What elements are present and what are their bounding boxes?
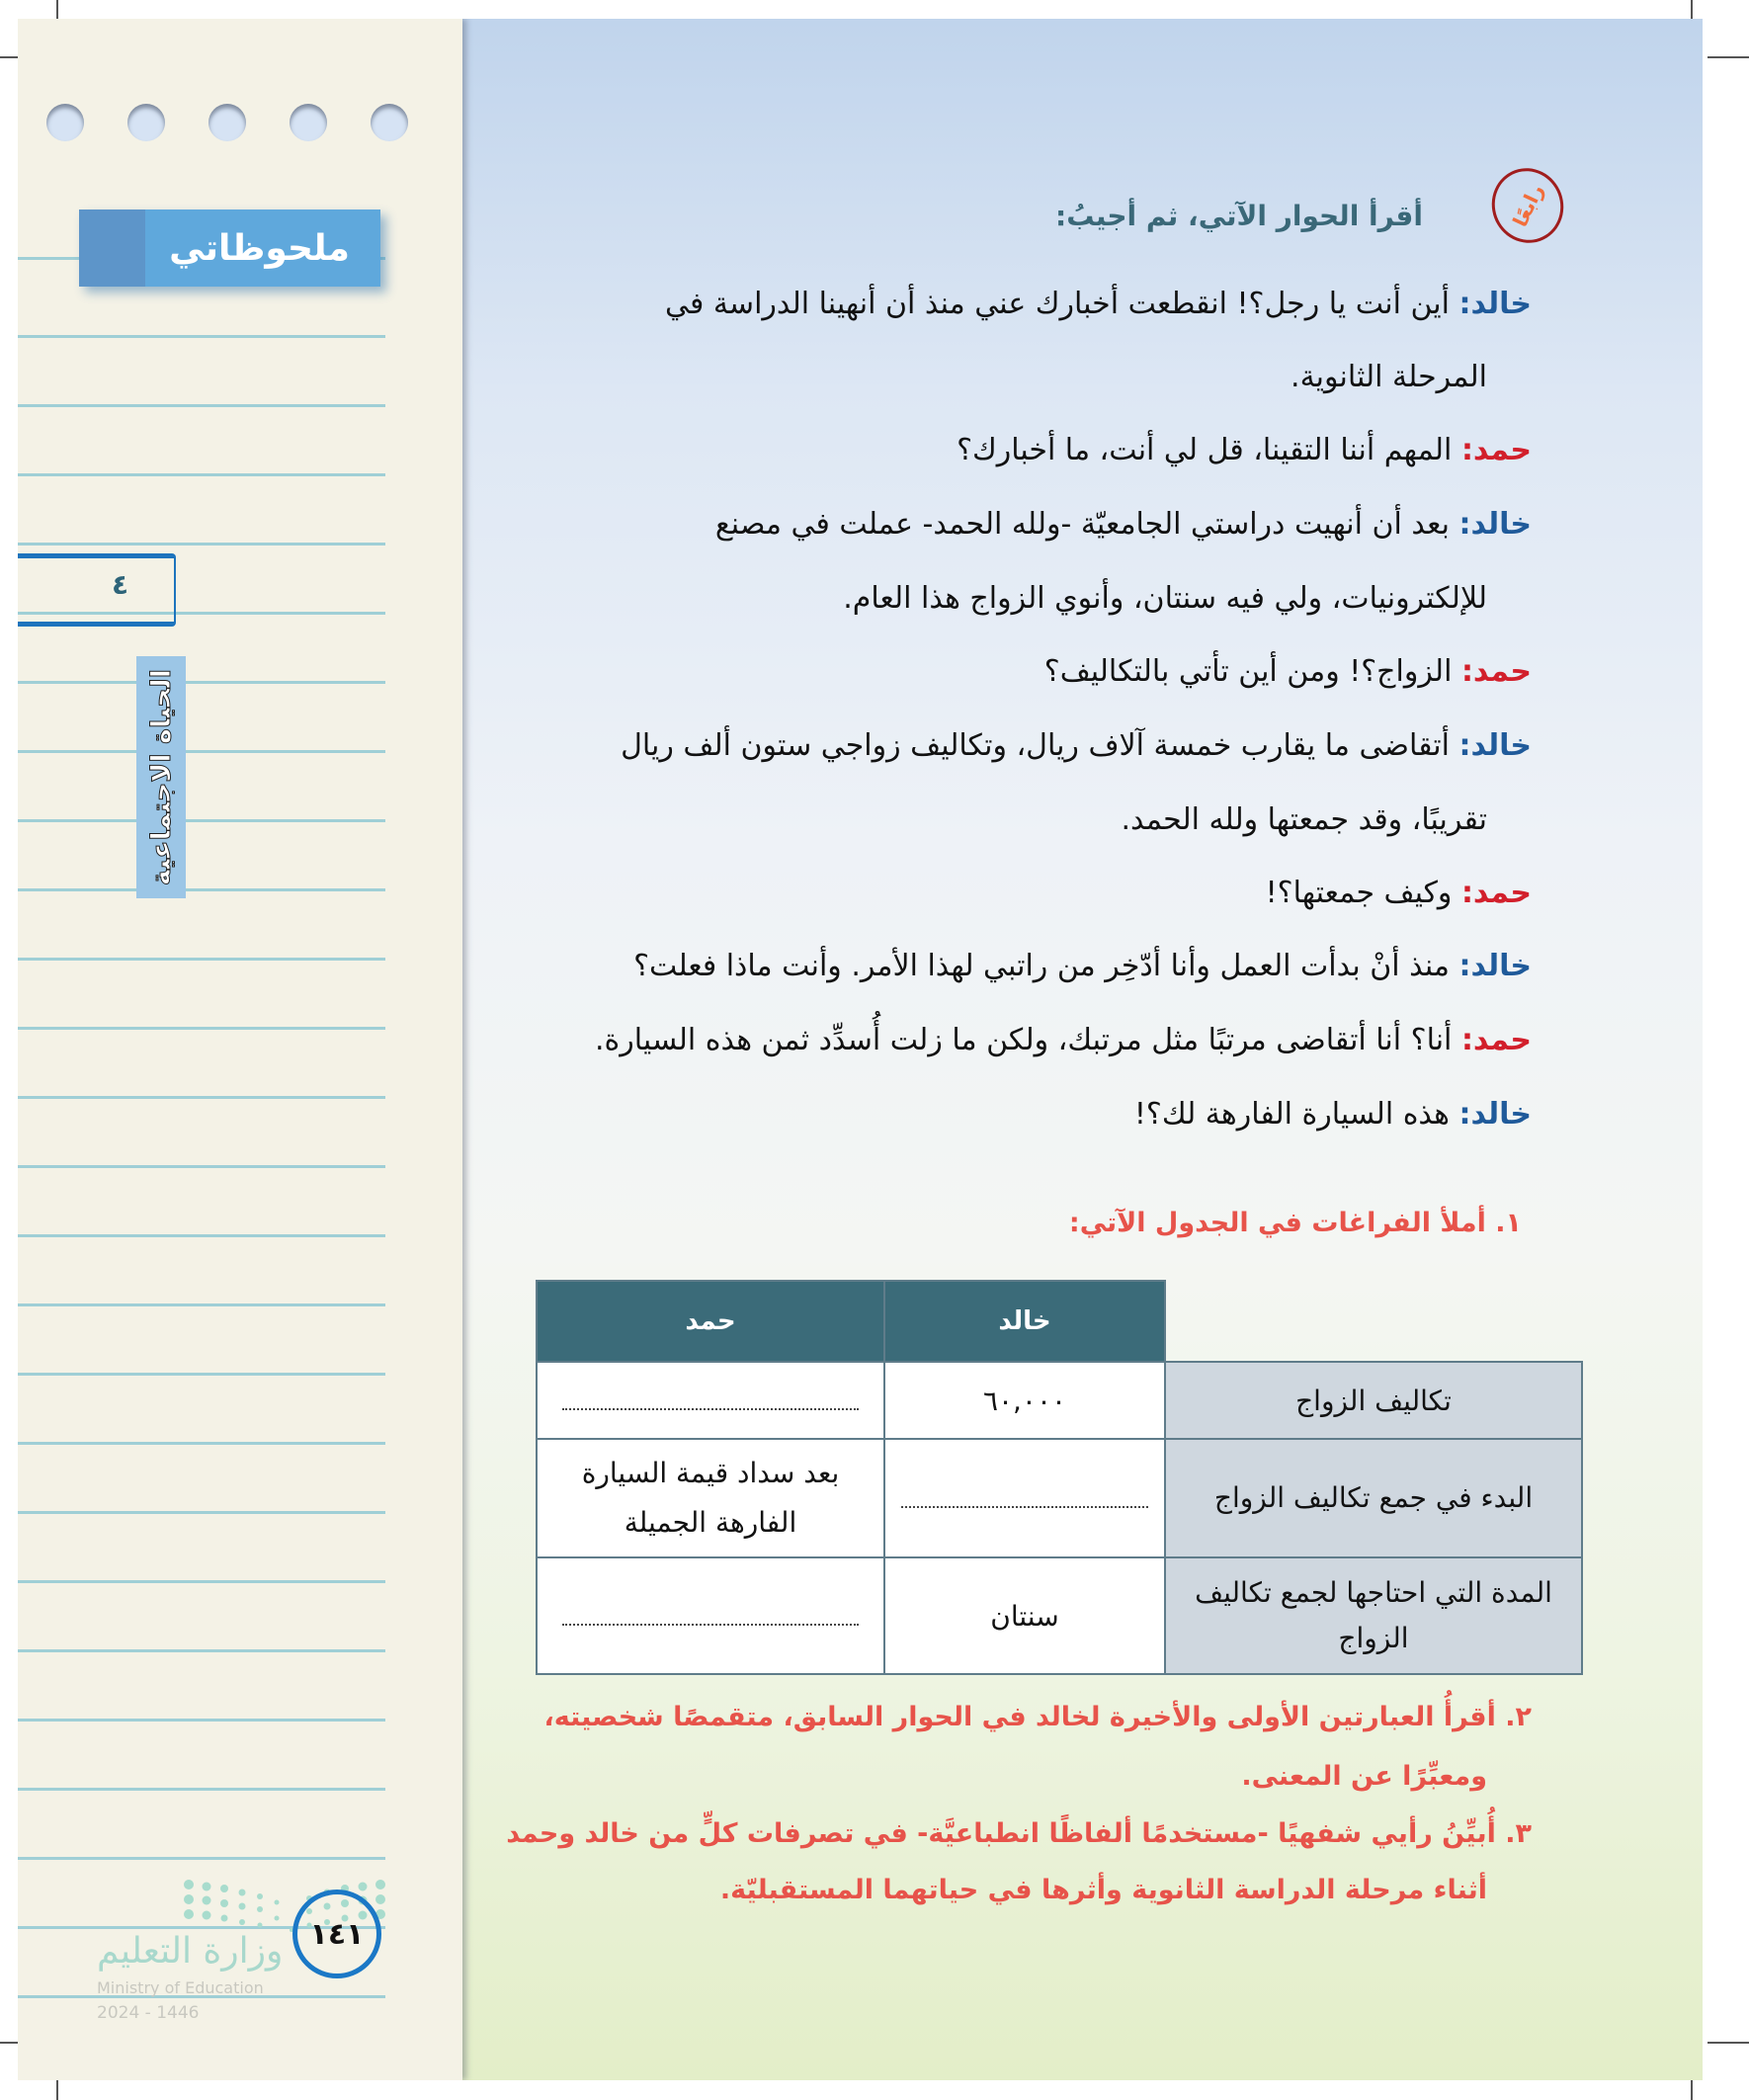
binder-hole-icon [371, 104, 408, 141]
dialogue-line [1044, 654, 1532, 689]
dotted-blank [562, 1404, 859, 1410]
question-3-continued: أثناء مرحلة الدراسة الثانوية وأثرها في حياتهما المستقبليّة. [719, 1875, 1487, 1905]
header-hamad: حمد [537, 1281, 884, 1362]
comparison-table [536, 1280, 1583, 1675]
dialogue-text: المرحلة الثانوية. [1291, 360, 1487, 394]
dialogue-text: وكيف جمعتها؟! [1265, 876, 1461, 910]
dialogue-line [1121, 802, 1487, 837]
notebook-rule [18, 1649, 385, 1652]
unit-number: ٤ [112, 568, 129, 601]
speaker-khaled: خالد: [1458, 287, 1532, 321]
speaker-khaled: خالد: [1458, 728, 1532, 763]
blank-answer-field[interactable] [537, 1362, 884, 1439]
row-label: البدء في جمع تكاليف الزواج [1165, 1439, 1582, 1557]
ministry-name-ar: وزارة التعليم [97, 1931, 284, 1972]
notebook-rule [18, 1442, 385, 1445]
unit-title: الحياة الاجتماعية [145, 668, 177, 886]
table-row [537, 1557, 1582, 1674]
dialogue-line [715, 507, 1532, 542]
notebook-rule [18, 1788, 385, 1791]
dialogue-text: بعد أن أنهيت دراستي الجامعيّة -ولله الحمد- عملت في مصنع [714, 507, 1459, 542]
speaker-hamad: حمد: [1460, 1023, 1532, 1057]
speaker-hamad: حمد: [1460, 433, 1532, 467]
dialogue-text: المهم أننا التقينا، قل لي أنت، ما أخبارك؟ [957, 433, 1461, 467]
notebook-rule [18, 750, 385, 753]
blank-answer-field[interactable] [884, 1439, 1165, 1557]
ministry-name-en: Ministry of Education [97, 1978, 264, 1997]
speaker-khaled: خالد: [1458, 507, 1532, 542]
table-row [537, 1362, 1582, 1439]
dialogue-text: الزواج؟! ومن أين تأتي بالتكاليف؟ [1043, 654, 1461, 689]
notebook-rule [18, 1303, 385, 1306]
dialogue-line [1291, 360, 1487, 394]
notebook-rule [18, 1857, 385, 1860]
notebook-rule [18, 543, 385, 546]
notebook-rule [18, 1580, 385, 1583]
notes-title-tab [79, 210, 380, 287]
notebook-rule [18, 681, 385, 684]
cell-khaled: سنتان [884, 1557, 1165, 1674]
question-1: ١. أملأ الفراغات في الجدول الآتي: [1068, 1208, 1522, 1238]
row-label: المدة التي احتاجها لجمع تكاليف الزواج [1165, 1557, 1582, 1674]
crop-mark [1707, 56, 1749, 58]
blank-answer-field[interactable] [537, 1557, 884, 1674]
notebook-rule [18, 888, 385, 891]
header-empty [1165, 1281, 1582, 1362]
section-instruction: أقرأ الحوار الآتي، ثم أجيبُ: [1055, 200, 1423, 232]
notebook-rule [18, 1027, 385, 1030]
dialogue-text: أين أنت يا رجل؟! انقطعت أخبارك عني منذ أن أنهينا الدراسة في [664, 287, 1459, 321]
notebook-rule [18, 1511, 385, 1514]
dialogue-text: للإلكترونيات، ولي فيه سنتان، وأنوي الزواج هذا العام. [843, 581, 1487, 616]
dialogue-line [957, 433, 1532, 467]
dialogue-text: هذه السيارة الفارهة لك؟! [1133, 1097, 1459, 1132]
crop-mark [1707, 2042, 1749, 2044]
row-label: تكاليف الزواج [1165, 1362, 1582, 1439]
notebook-rule [18, 1096, 385, 1099]
binder-hole-icon [290, 104, 327, 141]
cell-hamad: بعد سداد قيمة السيارة الفارهة الجميلة [537, 1439, 884, 1557]
notebook-rule [18, 1234, 385, 1237]
notebook-rule [18, 404, 385, 407]
notebook-rule [18, 1719, 385, 1722]
speaker-khaled: خالد: [1458, 949, 1532, 983]
dialogue-line [843, 581, 1487, 616]
binder-hole-icon [46, 104, 84, 141]
notebook-rule [18, 473, 385, 476]
unit-number-box [18, 553, 176, 627]
notes-title: ملحوظاتي [169, 227, 350, 269]
notebook-rule [18, 1165, 385, 1168]
notebook-rule [18, 1373, 385, 1376]
notebook-rule [18, 819, 385, 822]
question-2: ٢. أقرأُ العبارتين الأولى والأخيرة لخالد في الحوار السابق، متقمصًا شخصيته، [543, 1702, 1532, 1732]
notes-sidebar [18, 19, 462, 2080]
binder-hole-icon [127, 104, 165, 141]
dialogue-text: أتقاضى ما يقارب خمسة آلاف ريال، وتكاليف زواجي ستون ألف ريال [621, 728, 1459, 763]
cell-khaled: ٦٠,٠٠٠ [884, 1362, 1165, 1439]
dialogue-line [1266, 876, 1532, 910]
binder-hole-icon [208, 104, 246, 141]
edition-year: 2024 - 1446 [97, 2003, 200, 2023]
dialogue-line [621, 728, 1532, 763]
question-2-continued: ومعبِّرًا عن المعنى. [1241, 1761, 1487, 1792]
dialogue-text: أنا؟ أنا أتقاضى مرتبًا مثل مرتبك، ولكن ما زلت أُسدِّد ثمن هذه السيارة. [595, 1023, 1461, 1057]
speaker-hamad: حمد: [1460, 654, 1532, 689]
header-khaled: خالد [884, 1281, 1165, 1362]
speaker-hamad: حمد: [1460, 876, 1532, 910]
speaker-khaled: خالد: [1458, 1097, 1532, 1132]
notebook-rule [18, 335, 385, 338]
dialogue-line [1134, 1097, 1532, 1132]
dialogue-line [633, 949, 1532, 983]
dialogue-text: منذ أنْ بدأت العمل وأنا أدّخِر من راتبي لهذا الأمر. وأنت ماذا فعلت؟ [633, 949, 1459, 983]
dotted-blank [901, 1502, 1148, 1508]
table-row [537, 1439, 1582, 1557]
unit-title-ribbon [136, 656, 186, 898]
dialogue-line [595, 1023, 1532, 1057]
notebook-rule [18, 958, 385, 961]
page-number: ١٤١ [292, 1890, 381, 1978]
dialogue-text: تقريبًا، وقد جمعتها ولله الحمد. [1121, 802, 1487, 837]
dotted-blank [562, 1620, 859, 1626]
table-header-row [537, 1281, 1582, 1362]
section-badge-label: رابعًا [1507, 180, 1548, 231]
question-3: ٣. أُبيِّنُ رأيي شفهيًا -مستخدمًا ألفاظًا انطباعيَّة- في تصرفات كلٍّ من خالد وحمد [506, 1818, 1532, 1849]
dialogue-line [665, 287, 1532, 321]
